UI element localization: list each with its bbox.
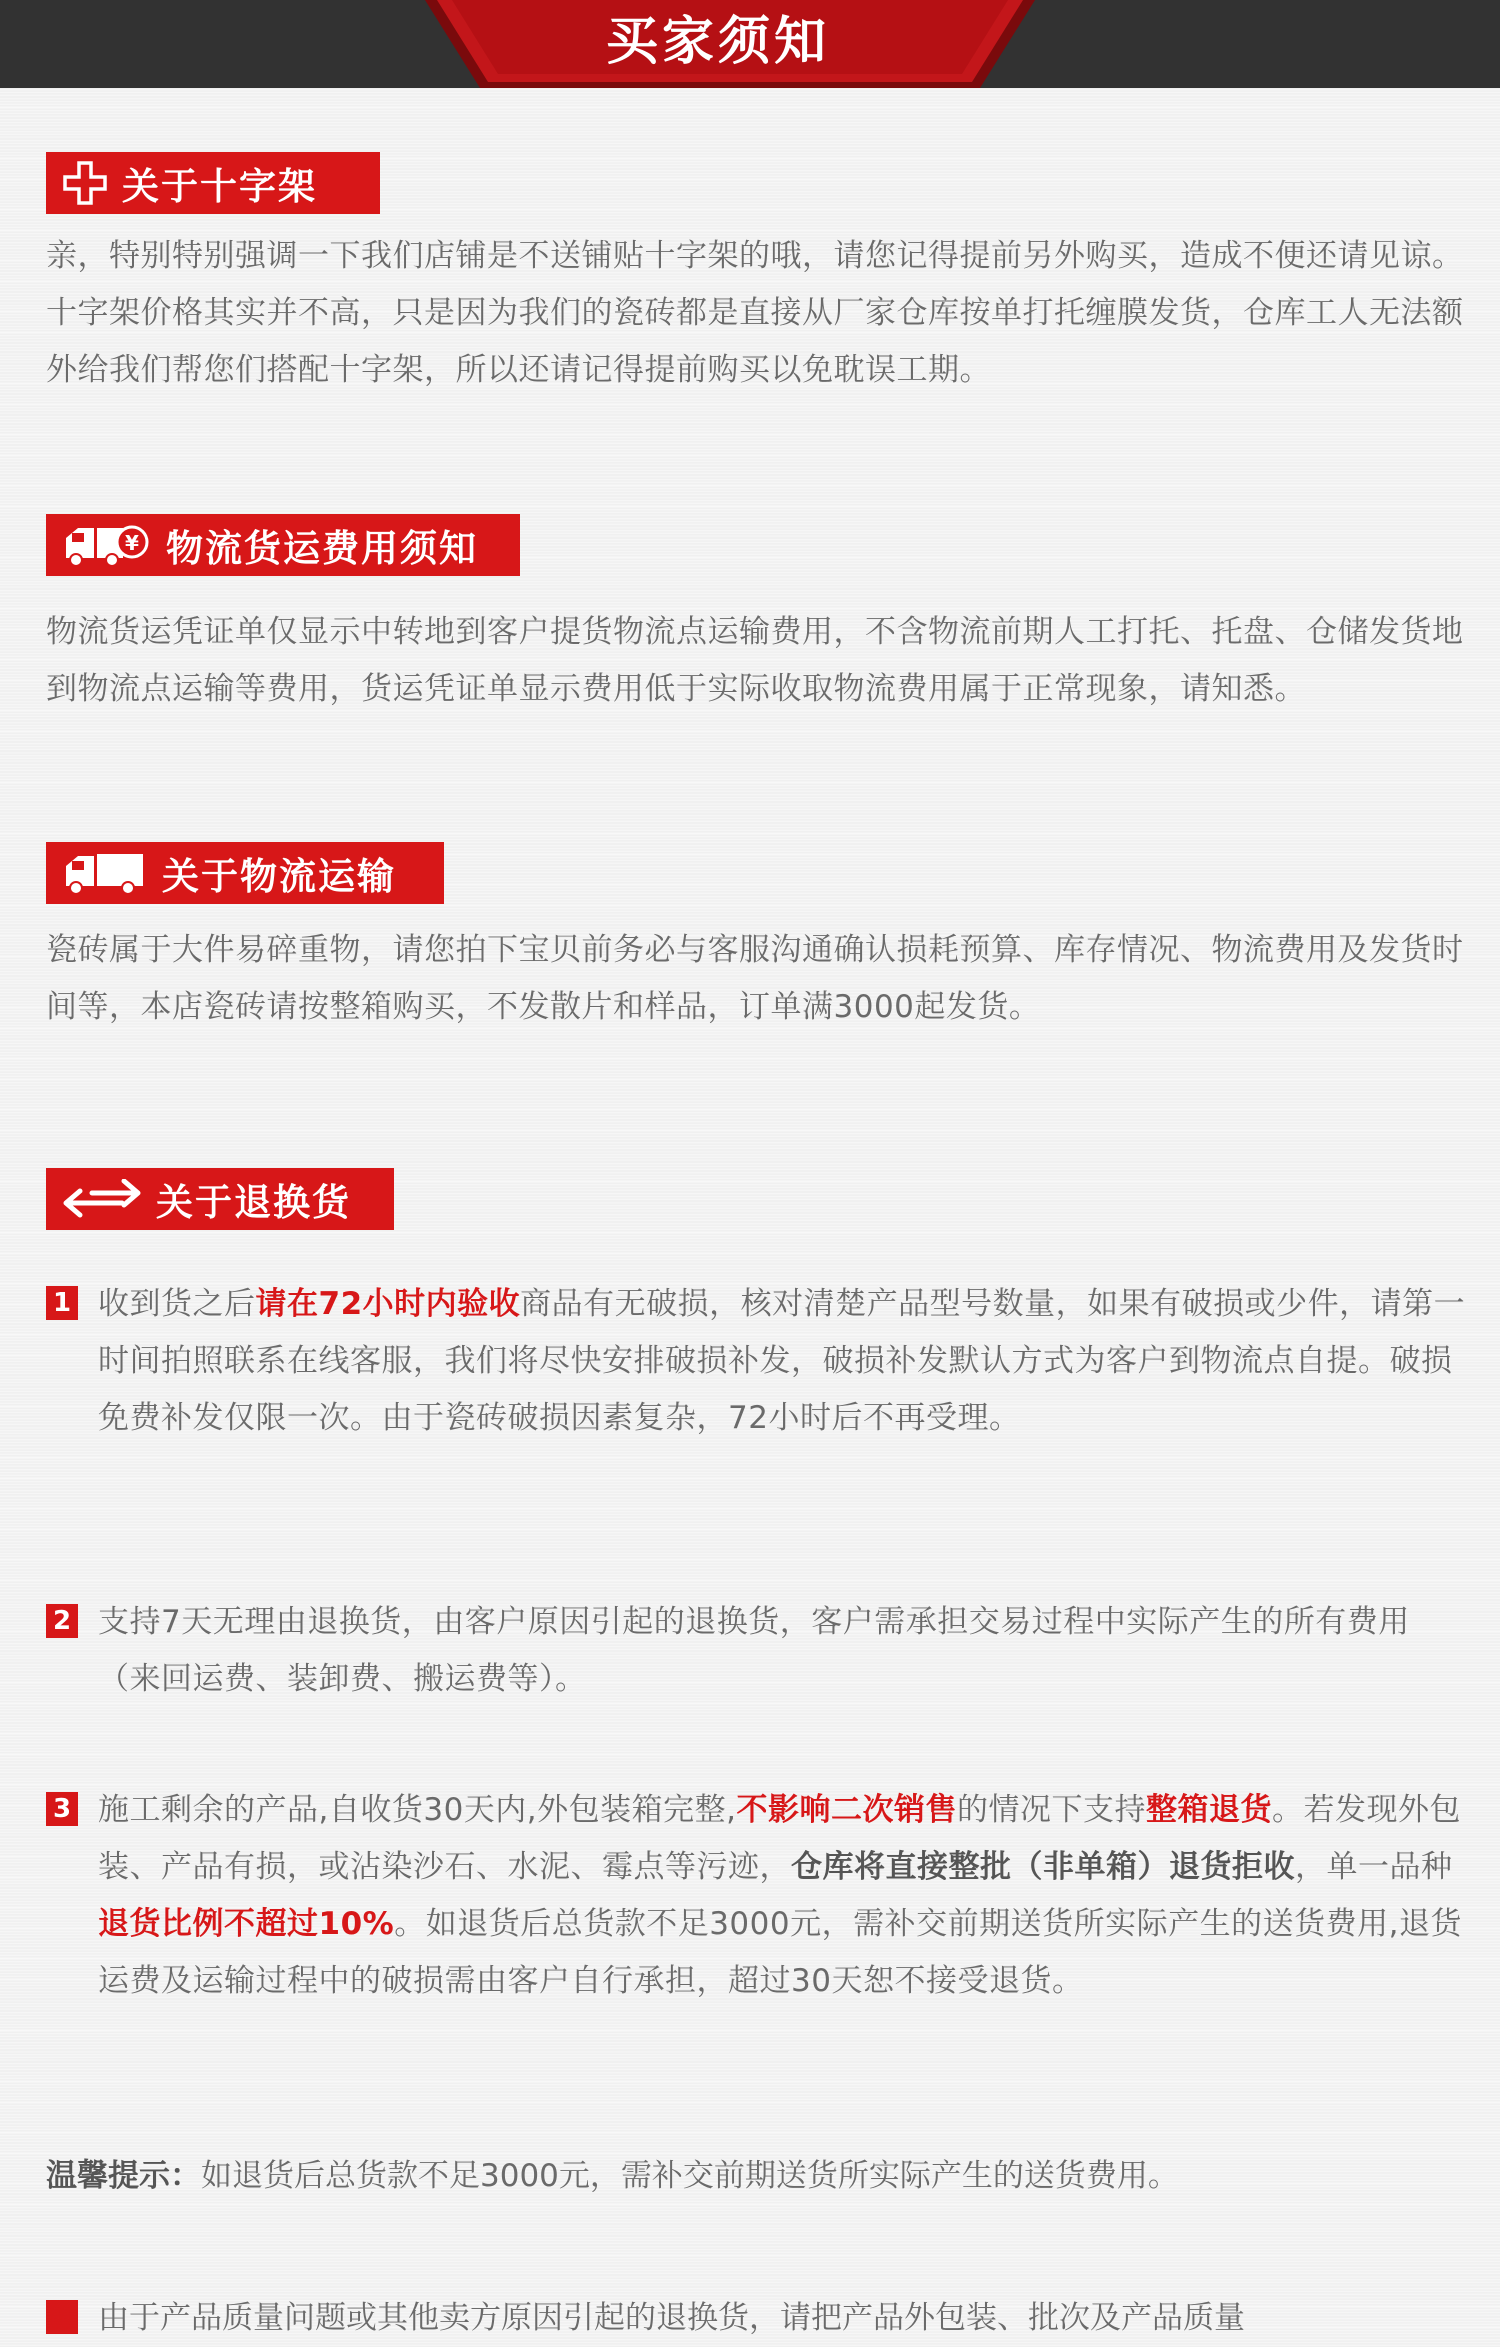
section-title: 关于退换货: [156, 1181, 351, 1224]
shipping-notice-text: 瓷砖属于大件易碎重物，请您拍下宝贝前务必与客服沟通确认损耗预算、库存情况、物流费用及发货时间等，本店瓷砖请按整箱购买，不发散片和样品，订单满3000起发货。: [46, 932, 1464, 1025]
warm-tip: [46, 2148, 1466, 2205]
section-title: 关于物流运输: [162, 855, 396, 898]
return-policy-item-2: [46, 1594, 1466, 1708]
tip-text: 如退货后总货款不足3000元，需补交前期送货所实际产生的送货费用。: [201, 2158, 1179, 2194]
truck-icon: [62, 848, 148, 898]
exchange-arrows-icon: [62, 1179, 142, 1219]
header-bar: [0, 0, 1500, 88]
cross-icon: [62, 160, 108, 206]
svg-text:¥: ¥: [125, 531, 139, 555]
cross-notice-text: 亲，特别特别强调一下我们店铺是不送铺贴十字架的哦，请您记得提前另外购买，造成不便还请见谅。十字架价格其实并不高，只是因为我们的瓷砖都是直接从厂家仓库按单打托缠膜发货，仓库工人无法额外给我们帮您们搭配十字架，所以还请记得提前购买以免耽误工期。: [46, 238, 1464, 388]
item-text: 由于产品质量问题或其他卖方原因引起的退换货，请把产品外包装、批次及产品质量: [98, 2300, 1245, 2336]
return-policy-item-1: [46, 1276, 1466, 1447]
page-title: 买家须知: [605, 12, 830, 72]
return-policy-item-3: [46, 1782, 1466, 2010]
item-text: 施工剩余的产品,自收货30天内,外包装箱完整,不影响二次销售的情况下支持整箱退货。若发现外包装、产品有损，或沾染沙石、水泥、霉点等污迹，仓库将直接整批（非单箱）退货拒收，单一品种退货比例不超过10%。如退货后总货款不足3000元，需补交前期送货所实际产生的送货费用,退货运费及运输过程中的破损需由客户自行承担，超过30天恕不接受退货。: [98, 1792, 1462, 1999]
item-number-badge: [46, 2300, 78, 2334]
return-policy-item-cutoff: [46, 2290, 1466, 2347]
freight-notice-text: 物流货运凭证单仅显示中转地到客户提货物流点运输费用，不含物流前期人工打托、托盘、仓储发货地到物流点运输等费用，货运凭证单显示费用低于实际收取物流费用属于正常现象，请知悉。: [46, 614, 1464, 707]
item-text: 收到货之后请在72小时内验收商品有无破损，核对清楚产品型号数量，如果有破损或少件，请第一时间拍照联系在线客服，我们将尽快安排破损补发，破损补发默认方式为客户到物流点自提。破损免费补发仅限一次。由于瓷砖破损因素复杂，72小时后不再受理。: [98, 1286, 1466, 1436]
item-number-badge: 2: [46, 1604, 78, 1638]
section-header-cross: [46, 152, 380, 214]
truck-yuan-icon: [62, 520, 152, 570]
item-text: 支持7天无理由退换货，由客户原因引起的退换货，客户需承担交易过程中实际产生的所有费用（来回运费、装卸费、搬运费等）。: [98, 1604, 1410, 1697]
section-title: 关于十字架: [122, 165, 317, 208]
section-header-returns: [46, 1168, 394, 1230]
section-header-freight: [46, 514, 520, 576]
item-number-badge: 1: [46, 1286, 78, 1320]
section-title: 物流货运费用须知: [166, 527, 478, 570]
section-header-shipping: [46, 842, 444, 904]
tip-label: 温馨提示：: [46, 2158, 201, 2194]
item-number-badge: 3: [46, 1792, 78, 1826]
